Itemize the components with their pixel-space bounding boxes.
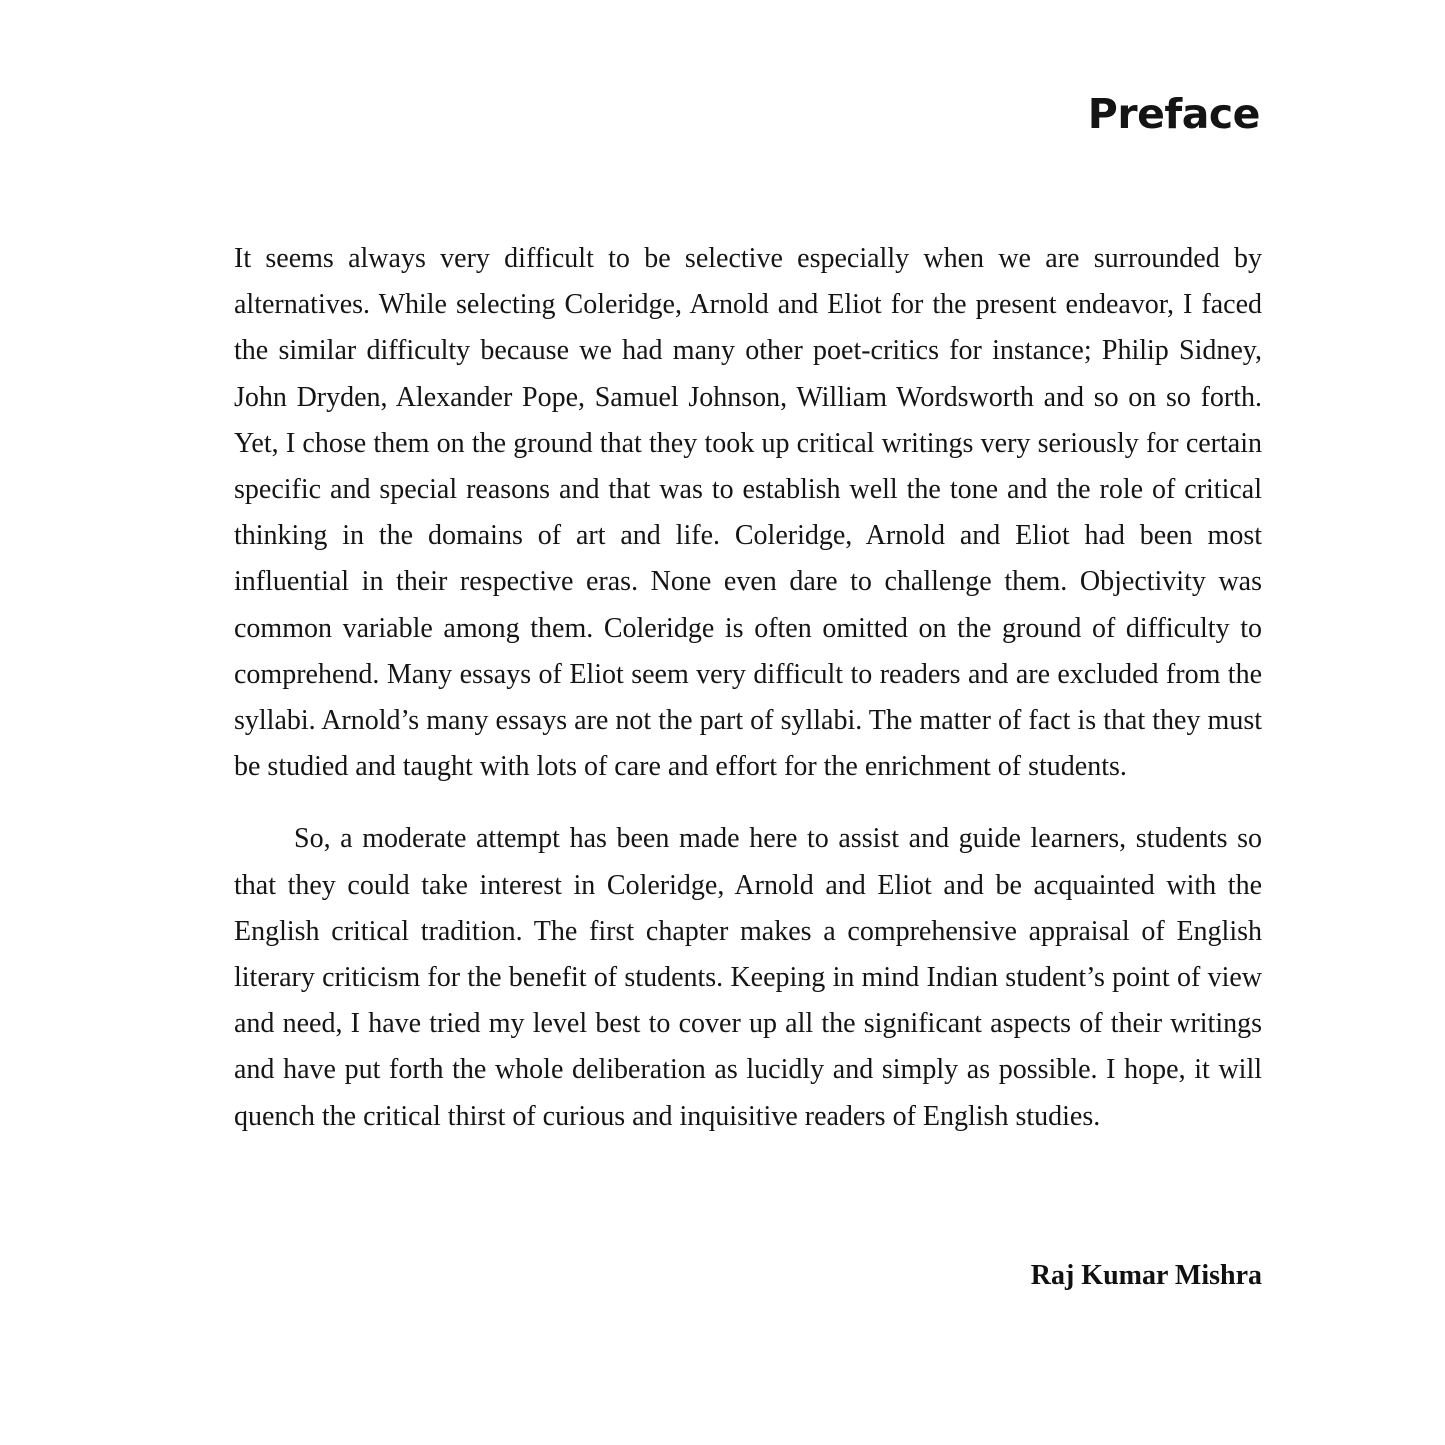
paragraph-2: So, a moderate attempt has been made here to assist and guide learners, students so that they could take interest in Coleridge, Arnold and Eliot and be acquainted with the English critical tradition. The first chapter makes a comprehensive appraisal of English literary criticism for the benefit of students. Keeping in mind Indian student’s point of view and need, I have tried my level best to cover up all the significant aspects of their writings and have put forth the whole deliberation as lucidly and simply as possible. I hope, it will quench the critical thirst of curious and inquisitive readers of English studies. (234, 823, 1262, 1132)
page-title: Preface (1087, 90, 1260, 138)
preface-body (234, 236, 1262, 1140)
author-signature: Raj Kumar Mishra (1030, 1260, 1262, 1291)
paragraph-1: It seems always very difficult to be selective especially when we are surrounded by alternatives. While selecting Coleridge, Arnold and Eliot for the present endeavor, I faced the similar difficulty because we had many other poet-critics for instance; Philip Sidney, John Dryden, Alexander Pope, Samuel Johnson, William Wordsworth and so on so forth. Yet, I chose them on the ground that they took up critical writings very seriously for certain specific and special reasons and that was to establish well the tone and the role of critical thinking in the domains of art and life. Coleridge, Arnold and Eliot had been most influential in their respective eras. None even dare to challenge them. Objectivity was common variable among them. Coleridge is often omitted on the ground of difficulty to comprehend. Many essays of Eliot seem very difficult to readers and are excluded from the syllabi. Arnold’s many essays are not the part of syllabi. The matter of fact is that they must be studied and taught with lots of care and effort for the enrichment of students. (234, 243, 1262, 783)
